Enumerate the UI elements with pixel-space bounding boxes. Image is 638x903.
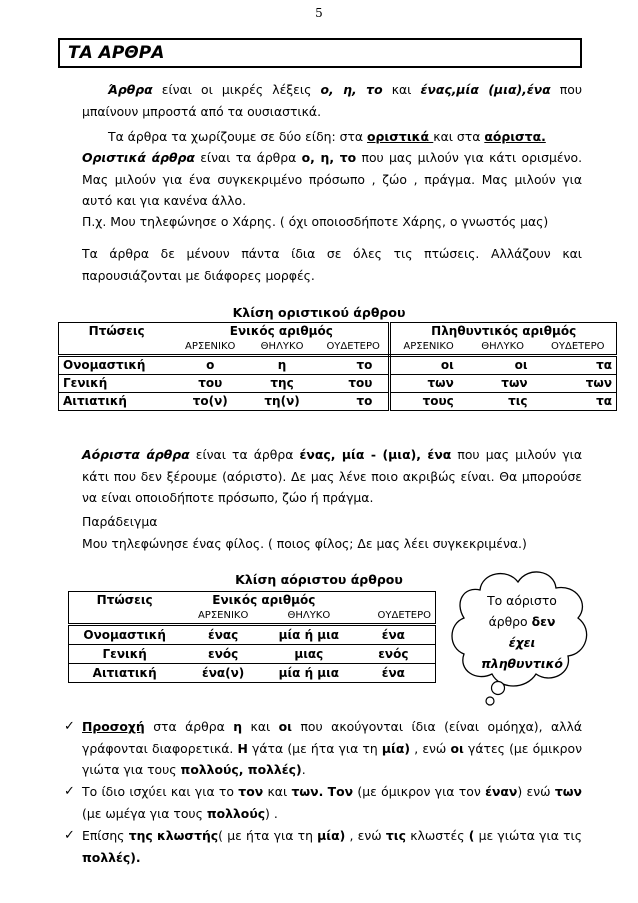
gender-feminine: ΘΗΛΥΚΟ xyxy=(266,609,352,625)
cell: οι xyxy=(390,356,466,375)
term-attention: Προσοχή xyxy=(82,719,145,734)
text: είναι τα άρθρα xyxy=(194,150,302,165)
cloud-line-4: πληθυντικό xyxy=(481,656,563,671)
emphasis: έναν xyxy=(485,784,518,799)
text: ( με ήτα για τη xyxy=(218,828,318,843)
intro-paragraph-3 xyxy=(82,147,582,212)
text: με γιώτα για τις xyxy=(474,828,583,843)
text: Το ίδιο ισχύει και για το xyxy=(82,784,239,799)
text: που μπαίνουν μπροστά από τα ουσιαστικά. xyxy=(82,82,583,119)
text: (με ωμέγα για τους xyxy=(82,805,207,821)
text: και xyxy=(382,82,421,97)
indefinite-article-table xyxy=(68,591,436,683)
article-oi: οι xyxy=(450,740,464,756)
text: Επίσης xyxy=(82,828,129,843)
cell: των xyxy=(390,375,466,393)
cell: η xyxy=(246,356,318,375)
text: ( xyxy=(468,828,475,843)
cell: μία ή μια xyxy=(266,664,352,683)
text: είναι τα άρθρα xyxy=(189,447,300,462)
intro-paragraph-5: Τα άρθρα δε μένουν πάντα ίδια σε όλες τις πτώσεις. Αλλάζουν και παρουσιάζονται με διάφορες μορφές. xyxy=(82,246,582,283)
text: ) ενώ xyxy=(517,784,555,799)
note-text xyxy=(82,825,582,868)
case-label: Γενική xyxy=(69,645,181,664)
indefinite-example: Μου τηλεφώνησε ένας φίλος. ( ποιος φίλος; Δε μας λέει συγκεκριμένα.) xyxy=(82,536,527,551)
cell: το xyxy=(318,393,390,411)
table-row xyxy=(69,625,436,645)
text: άρθρο xyxy=(488,614,532,629)
header-case: Πτώσεις xyxy=(69,592,181,610)
cell: οι xyxy=(466,356,540,375)
term-definite-articles: Οριστικά άρθρα xyxy=(82,150,195,165)
emphasis: μία) xyxy=(381,740,411,756)
text: (με όμικρον για τον xyxy=(353,784,486,799)
intro-example: Π.χ. Μου τηλεφώνησε ο Χάρης. ( όχι οποιοσδήποτε Χάρης, ο γνωστός μας) xyxy=(82,214,549,229)
intro-paragraph-2 xyxy=(82,126,582,148)
indefinite-paragraph-1 xyxy=(82,444,582,509)
gender-neuter: ΟΥΔΕΤΕΡΟ xyxy=(318,340,390,356)
article-tis-iota: τις xyxy=(385,828,406,843)
gender-masculine: ΑΡΣΕΝΙΚΟ xyxy=(390,340,466,356)
cell: της xyxy=(246,375,318,393)
case-label: Αιτιατική xyxy=(59,393,175,411)
text: γάτα (με ήτα για τη xyxy=(247,740,382,756)
section-title: ΤΑ ΑΡΘΡΑ xyxy=(58,38,582,68)
emphasis: πολλούς xyxy=(206,805,266,821)
text: Τα άρθρα τα χωρίζουμε σε δύο είδη: στα xyxy=(108,129,368,144)
cell: ενός xyxy=(352,645,436,664)
text: γάτες (με όμικρον γιώτα για τους xyxy=(82,740,582,778)
article-oi: οι xyxy=(278,719,293,734)
checkmark-icon: ✓ xyxy=(64,719,75,734)
table-row xyxy=(69,645,436,664)
header-case-empty xyxy=(59,340,175,356)
gender-masculine: ΑΡΣΕΝΙΚΟ xyxy=(180,609,266,625)
checkmark-icon: ✓ xyxy=(64,784,75,799)
emphasis: πολλούς, πολλές) xyxy=(180,762,302,778)
cell: τους xyxy=(390,393,466,411)
text: ) . xyxy=(265,805,278,821)
definite-forms: ο, η, το xyxy=(320,82,383,97)
note-item-2 xyxy=(64,781,582,824)
cell: ένας xyxy=(180,625,266,645)
cloud-line-1: Το αόριστο xyxy=(487,593,557,608)
cell: ενός xyxy=(180,645,266,664)
note-text xyxy=(82,716,582,781)
cell: μία ή μια xyxy=(266,625,352,645)
cloud-note xyxy=(468,590,576,674)
case-label: Ονομαστική xyxy=(69,625,181,645)
emphasis: κλωστής xyxy=(157,828,219,843)
note-item-1 xyxy=(64,716,582,781)
article-ton: τον xyxy=(238,784,264,799)
page-number: 5 xyxy=(315,6,323,20)
note-text xyxy=(82,781,582,824)
case-label: Ονομαστική xyxy=(59,356,175,375)
article-ton-omega: των xyxy=(554,784,582,799)
cell: του xyxy=(318,375,390,393)
cell: ο xyxy=(174,356,246,375)
definite-forms: ο, η, το xyxy=(301,150,357,165)
text: στα άρθρα xyxy=(144,719,234,734)
cell: του xyxy=(174,375,246,393)
article-eta: Η xyxy=(237,740,248,756)
header-case: Πτώσεις xyxy=(59,323,175,341)
cell: των xyxy=(540,375,617,393)
cell: τα xyxy=(540,356,617,375)
article-ton-omega: των. xyxy=(291,784,324,799)
cell: το(ν) xyxy=(174,393,246,411)
indefinite-forms: ένας,μία (μια),ένα xyxy=(420,82,551,97)
text: που μας μιλούν για κάτι ορισμένο. Μας μιλούν για ένα συγκεκριμένο πρόσωπο , ζώο , πράγμα. Μας μιλούν για αυτό και για κανένα άλλο. xyxy=(82,150,583,209)
cloud-line-3: έχει xyxy=(508,635,536,650)
cell: μιας xyxy=(266,645,352,664)
checkmark-icon: ✓ xyxy=(64,828,75,843)
text: που μας μιλούν για κάτι που δεν ξέρουμε (αόριστο). Δε μας λένε ποιο ακριβώς είναι. Θα μπορούσε να είναι οποιοδήποτε πρόσωπο, ζώο ή πράγμα. xyxy=(82,447,583,506)
article-ton: Τον xyxy=(327,784,354,799)
text: που ακούγονται ίδια (είναι ομόηχα), αλλά γράφονται διαφορετικά. xyxy=(82,719,582,756)
header-case-empty xyxy=(69,609,181,625)
table-row xyxy=(59,356,617,375)
example-label: Παράδειγμα xyxy=(82,514,158,529)
cell: ένα xyxy=(352,664,436,683)
cloud-emphasis: δεν xyxy=(531,614,556,629)
cell: ένα(ν) xyxy=(180,664,266,683)
table-row xyxy=(59,375,617,393)
note-item-3 xyxy=(64,825,582,868)
cloud-line-2 xyxy=(468,611,576,632)
cell: τις xyxy=(466,393,540,411)
article-tis-eta: της xyxy=(128,828,153,843)
header-singular: Ενικός αριθμός xyxy=(180,592,435,610)
text: , ενώ xyxy=(410,740,451,756)
text: και στα xyxy=(433,129,485,144)
case-label: Αιτιατική xyxy=(69,664,181,683)
text: και xyxy=(242,719,279,734)
term-definite: οριστικά xyxy=(367,129,434,144)
cell: το xyxy=(318,356,390,375)
text: και xyxy=(263,784,292,799)
header-singular: Ενικός αριθμός xyxy=(174,323,390,341)
text: . xyxy=(301,762,306,778)
gender-neuter: ΟΥΔΕΤΕΡΟ xyxy=(352,609,436,625)
term-articles: Άρθρα xyxy=(108,82,153,97)
gender-neuter: ΟΥΔΕΤΕΡΟ xyxy=(540,340,617,356)
text: , ενώ xyxy=(345,828,386,843)
term-indefinite-articles: Αόριστα άρθρα xyxy=(82,447,190,462)
indefinite-table-caption: Κλίση αόριστου άρθρου xyxy=(235,572,403,587)
article-eta: η xyxy=(233,719,243,734)
cell: τη(ν) xyxy=(246,393,318,411)
gender-masculine: ΑΡΣΕΝΙΚΟ xyxy=(174,340,246,356)
emphasis: μία) xyxy=(317,828,346,843)
indefinite-forms: ένας, μία - (μια), ένα xyxy=(299,447,452,462)
definite-article-table xyxy=(58,322,617,411)
term-indefinite: αόριστα. xyxy=(484,129,546,144)
cell: των xyxy=(466,375,540,393)
cell: τα xyxy=(540,393,617,411)
intro-paragraph-1 xyxy=(82,79,582,122)
gender-feminine: ΘΗΛΥΚΟ xyxy=(466,340,540,356)
header-plural: Πληθυντικός αριθμός xyxy=(390,323,617,341)
text: είναι οι μικρές λέξεις xyxy=(152,82,321,97)
gender-feminine: ΘΗΛΥΚΟ xyxy=(246,340,318,356)
table-row xyxy=(69,664,436,683)
case-label: Γενική xyxy=(59,375,175,393)
definite-table-caption: Κλίση οριστικού άρθρου xyxy=(232,305,406,320)
emphasis: πολλές). xyxy=(82,849,141,865)
cell: ένα xyxy=(352,625,436,645)
text: κλωστές xyxy=(405,828,469,843)
table-row xyxy=(59,393,617,411)
